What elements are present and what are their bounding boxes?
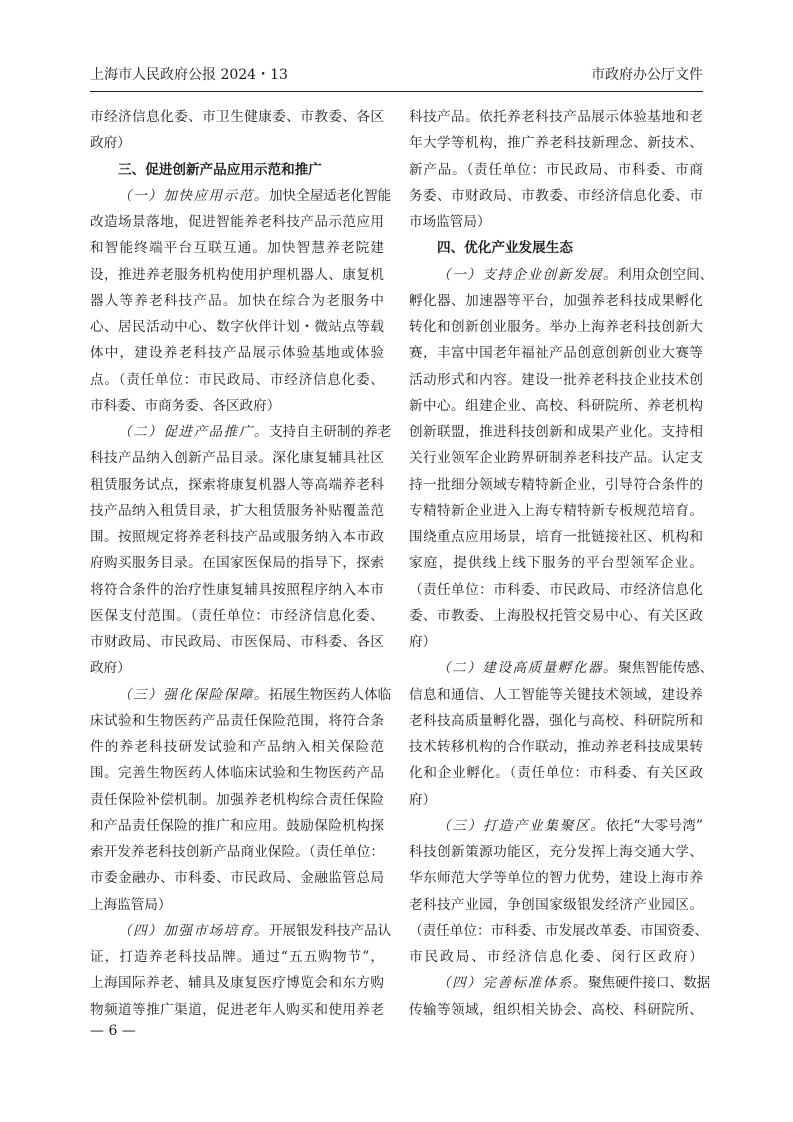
paragraph — [90, 918, 392, 1023]
line-text: 拓展生物医药人体临 — [268, 686, 392, 703]
paragraph — [409, 970, 711, 1023]
text-line: 活动形式和内容。建设一批养老科技企业技术创 — [409, 371, 703, 388]
journal-title: 上海市人民政府公报 2024・13 — [90, 67, 288, 83]
paragraph — [90, 682, 392, 918]
text-line: 市场监管局） — [409, 214, 491, 230]
text-line: 府） — [409, 791, 437, 808]
text-line: 索开发养老科技创新产品商业保险。（责任单位： — [90, 844, 384, 860]
text-line: （责任单位：市科委、市民政局、市经济信息化 — [409, 581, 703, 598]
text-line: 年大学等机构，推广养老科技新理念、新技术、 — [409, 135, 703, 152]
text-line: 三、促进创新产品应用示范和推广 — [118, 161, 322, 178]
header-divider — [90, 91, 703, 92]
subsection-lead: （三）打造产业集聚区。 — [437, 817, 606, 834]
text-line: 府） — [409, 634, 437, 650]
text-line: 市财政局、市民政局、市医保局、市科委、各区 — [90, 634, 384, 650]
text-line: 传输等领域，组织相关协会、高校、科研院所、 — [409, 1001, 703, 1018]
line-text: 利用众创空间、 — [618, 266, 714, 283]
text-line: 新中心。组建企业、高校、科研院所、养老机构 — [409, 397, 703, 414]
text-line: 科技产品纳入创新产品目录。深化康复辅具社区 — [90, 450, 384, 467]
text-line — [409, 970, 711, 996]
text-line: 化和企业孵化。（责任单位：市科委、有关区政 — [409, 765, 703, 782]
text-line — [409, 262, 714, 288]
text-line: 务委、市财政局、市教委、市经济信息化委、市 — [409, 187, 703, 204]
text-line: 四、优化产业发展生态 — [437, 240, 573, 257]
subsection-lead: （二）建设高质量孵化器。 — [437, 660, 619, 677]
text-line: 床试验和生物医药产品责任保险范围，将符合条 — [90, 712, 384, 729]
line-text: 聚焦硬件接口、数据 — [587, 975, 711, 992]
paragraph — [90, 104, 384, 157]
line-text: 聚焦智能传感、 — [618, 660, 714, 677]
text-line: 关行业领军企业跨界研制养老科技产品。认定支 — [409, 450, 703, 467]
text-line: 孵化器、加速器等平台，加强养老科技成果孵化 — [409, 292, 703, 309]
text-line: 物频道等推广渠道，促进老年人购买和使用养老 — [90, 1001, 384, 1018]
section-title: 市政府办公厅文件 — [591, 67, 703, 83]
text-line — [409, 813, 703, 839]
text-line: 租赁服务试点，探索将康复机器人等高端养老科 — [90, 476, 384, 493]
text-line: 科技创新策源功能区，充分发挥上海交通大学、 — [409, 844, 703, 860]
paragraph — [90, 183, 392, 419]
text-line: 改造场景落地，促进智能养老科技产品示范应用 — [90, 214, 384, 230]
right-column — [409, 104, 714, 1023]
text-line: 科技产品。依托养老科技产品展示体验基地和老 — [409, 109, 703, 125]
text-line: 专精特新企业进入上海专精特新专板规范培育。 — [409, 502, 703, 519]
text-line: 老科技高质量孵化器，强化与高校、科研院所和 — [409, 712, 703, 729]
text-line — [409, 655, 714, 681]
text-line: 华东师范大学等单位的智力优势，建设上海市养 — [409, 870, 703, 887]
text-line: 上海国际养老、辅具及康复医疗博览会和东方购 — [90, 975, 384, 992]
text-line: 围。按照规定将养老科技产品或服务纳入本市政 — [90, 529, 384, 545]
text-line: 体中，建设养老科技产品展示体验基地或体验 — [90, 345, 384, 362]
subsection-lead: （四）完善标准体系。 — [437, 975, 588, 992]
text-line: 件的养老科技研发试验和产品纳入相关保险范 — [90, 739, 384, 755]
text-line: 政府） — [90, 135, 131, 152]
text-line: 转化和创新创业服务。举办上海养老科技创新大 — [409, 319, 703, 335]
text-line: 围。完善生物医药人体临床试验和生物医药产品 — [90, 765, 384, 782]
paragraph — [409, 655, 714, 813]
left-column — [90, 104, 392, 1023]
section-heading — [90, 157, 384, 183]
text-line: 点。（责任单位：市民政局、市经济信息化委、 — [90, 371, 384, 388]
text-line: 将符合条件的治疗性康复辅具按照程序纳入本市 — [90, 581, 384, 598]
subsection-lead: （二）促进产品推广。 — [118, 424, 269, 440]
line-text: 加快全屋适老化智能 — [268, 187, 392, 204]
text-line: 和产品责任保险的推广和应用。鼓励保险机构探 — [90, 817, 384, 834]
section-heading — [409, 235, 703, 261]
text-line: （责任单位：市科委、市发展改革委、市国资委、 — [409, 922, 709, 939]
subsection-lead: （四）加强市场培育。 — [118, 922, 269, 939]
text-line: 证，打造养老科技品牌。通过“五五购物节”， — [90, 949, 384, 965]
page-number: — 6 — — [90, 1023, 136, 1039]
line-text: 依托“大零号湾” — [605, 817, 703, 834]
text-line — [90, 419, 392, 445]
text-line: 和智能终端平台互联互通。加快智慧养老院建 — [90, 240, 384, 257]
line-text: 支持自主研制的养老 — [268, 424, 392, 440]
text-line: 新产品。（责任单位：市民政局、市科委、市商 — [409, 161, 703, 178]
text-line: 信息和通信、人工智能等关键技术领域，建设养 — [409, 686, 703, 703]
text-line: 家庭，提供线上线下服务的平台型领军企业。 — [409, 555, 703, 572]
text-line: 医保支付范围。（责任单位：市经济信息化委、 — [90, 607, 384, 624]
text-line: 技术转移机构的合作联动，推动养老科技成果转 — [409, 739, 703, 755]
text-line: 老科技产业园，争创国家级银发经济产业园区。 — [409, 896, 703, 913]
paragraph — [409, 262, 714, 656]
text-line: 上海监管局） — [90, 896, 172, 913]
subsection-lead: （一）加快应用示范。 — [118, 187, 269, 204]
text-line — [90, 183, 392, 209]
text-line: 责任保险补偿机制。加强养老机构综合责任保险 — [90, 791, 384, 808]
text-line: 市委金融办、市科委、市民政局、金融监管总局 — [90, 870, 384, 887]
text-line: 持一批细分领域专精特新企业，引导符合条件的 — [409, 476, 703, 493]
text-line: 市科委、市商务委、各区政府） — [90, 397, 281, 414]
subsection-lead: （三）强化保险保障。 — [118, 686, 269, 703]
paragraph — [90, 419, 392, 682]
line-text: 开展银发科技产品认 — [268, 922, 392, 939]
text-line: 赛，丰富中国老年福祉产品创意创新创业大赛等 — [409, 345, 703, 362]
text-line — [90, 682, 392, 708]
paragraph — [409, 813, 709, 971]
text-line: 创新联盟，推进科技创新和成果产业化。支持相 — [409, 424, 703, 440]
text-line: 市民政局、市经济信息化委、闵行区政府） — [409, 949, 703, 965]
text-line: 政府） — [90, 660, 131, 677]
text-line: 器人等养老科技产品。加快在综合为老服务中 — [90, 292, 384, 309]
paragraph — [409, 104, 703, 235]
text-line: 设，推进养老服务机构使用护理机器人、康复机 — [90, 266, 384, 283]
text-line: 围绕重点应用场景，培育一批链接社区、机构和 — [409, 529, 703, 545]
text-line: 技产品纳入租赁目录，扩大租赁服务补贴覆盖范 — [90, 502, 384, 519]
text-line: 市经济信息化委、市卫生健康委、市教委、各区 — [90, 109, 384, 125]
text-line — [90, 918, 392, 944]
subsection-lead: （一）支持企业创新发展。 — [437, 266, 619, 283]
text-line: 委、市教委、上海股权托管交易中心、有关区政 — [409, 607, 703, 624]
text-line: 府购买服务目录。在国家医保局的指导下，探索 — [90, 555, 384, 572]
text-line: 心、居民活动中心、数字伙伴计划・微站点等载 — [90, 319, 384, 335]
